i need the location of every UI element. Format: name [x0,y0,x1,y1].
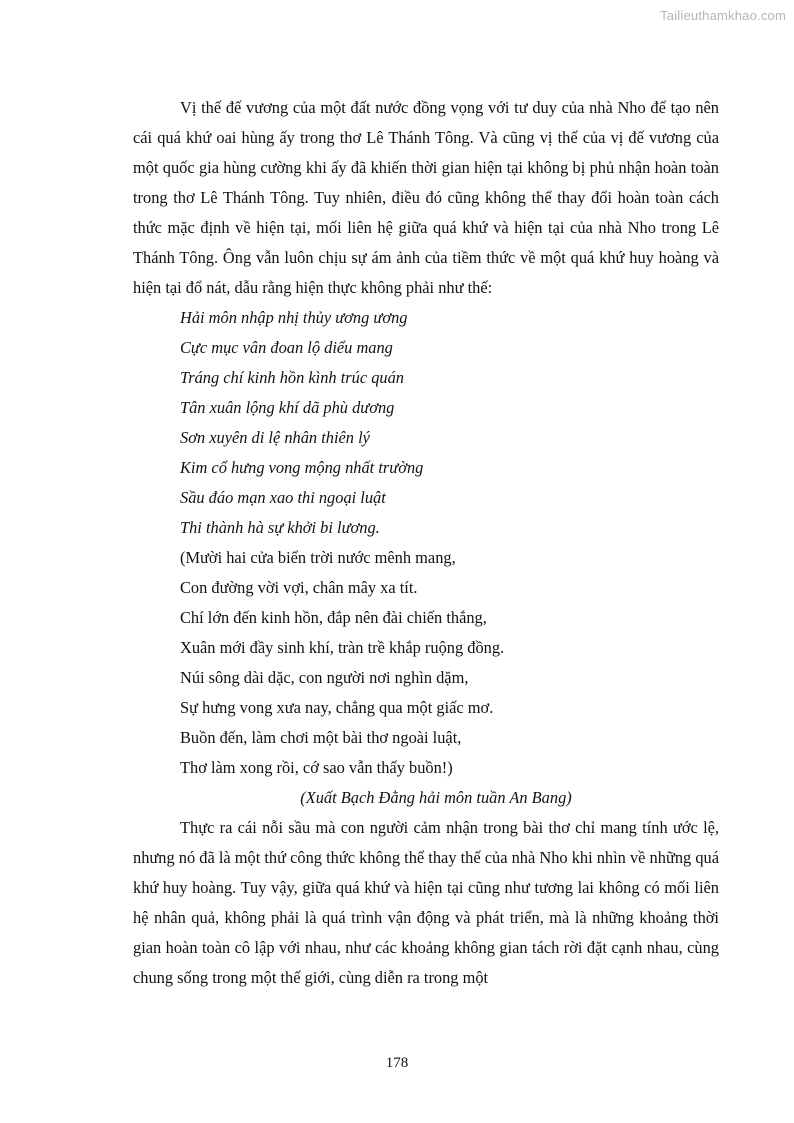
page-number: 178 [385,1055,409,1071]
translation-line: Chí lớn đến kinh hồn, đắp nên đài chiến thắng, [180,608,487,627]
poem-line: Sơn xuyên di lệ nhân thiên lý [180,428,370,447]
page-body [133,93,719,993]
poem-line: Sầu đáo mạn xao thi ngoại luật [180,488,386,507]
paragraph-analysis: Thực ra cái nỗi sầu mà con người cảm nhận trong bài thơ chỉ mang tính ước lệ, nhưng nó đã là một thứ công thức không thể thay thế của nhà Nho khi nhìn về những quá khứ huy hoàng. Tuy vậy, giữa quá khứ và hiện tại cũng như tương lai không có mối liên hệ nhân quả, không phải là quá trình vận động và phát triển, mà là những khoảng thời gian hoàn toàn cô lập với nhau, như các khoảng không gian tách rời đặt cạnh nhau, cùng chung sống trong một thế giới, cùng diễn ra trong một [133,818,719,987]
poem-line: Kim cổ hưng vong mộng nhất trường [180,458,424,477]
poem-translation [133,543,719,783]
poem-original [133,303,719,543]
paragraph-intro: Vị thế đế vương của một đất nước đồng vọng với tư duy của nhà Nho để tạo nên cái quá khứ oai hùng ấy trong thơ Lê Thánh Tông. Và cũng vị thế của vị đế vương của một quốc gia hùng cường khi ấy đã khiến thời gian hiện tại không bị phủ nhận hoàn toàn trong thơ Lê Thánh Tông. Tuy nhiên, điều đó cũng không thể thay đổi hoàn toàn cách thức mặc định về hiện tại, mối liên hệ giữa quá khứ và hiện tại của nhà Nho trong Lê Thánh Tông. Ông vẫn luôn chịu sự ám ảnh của tiềm thức về một quá khứ huy hoàng và hiện tại đổ nát, dẫu rằng hiện thực không phải như thế: [133,98,719,297]
poem-line: Thi thành hà sự khởi bi lương. [180,518,380,537]
translation-line: Núi sông dài dặc, con người nơi nghìn dặm, [180,668,469,687]
translation-line: Con đường vời vợi, chân mây xa tít. [180,578,418,597]
translation-line: (Mười hai cửa biển trời nước mênh mang, [180,548,456,567]
translation-line: Xuân mới đầy sinh khí, tràn trề khắp ruộng đồng. [180,638,505,657]
poem-line: Tân xuân lộng khí dã phù dương [180,398,395,417]
poem-source: (Xuất Bạch Đằng hải môn tuần An Bang) [300,788,572,807]
translation-line: Buồn đến, làm chơi một bài thơ ngoài luật, [180,728,462,747]
poem-line: Cực mục vân đoan lộ diểu mang [180,338,393,357]
poem-line: Hải môn nhập nhị thủy ương ương [180,308,408,327]
poem-line: Tráng chí kinh hồn kình trúc quán [180,368,404,387]
watermark: Tailieuthamkhao.com [660,8,786,23]
translation-line: Thơ làm xong rồi, cớ sao vẫn thấy buồn!) [180,758,453,777]
translation-line: Sự hưng vong xưa nay, chẳng qua một giấc mơ. [180,698,494,717]
